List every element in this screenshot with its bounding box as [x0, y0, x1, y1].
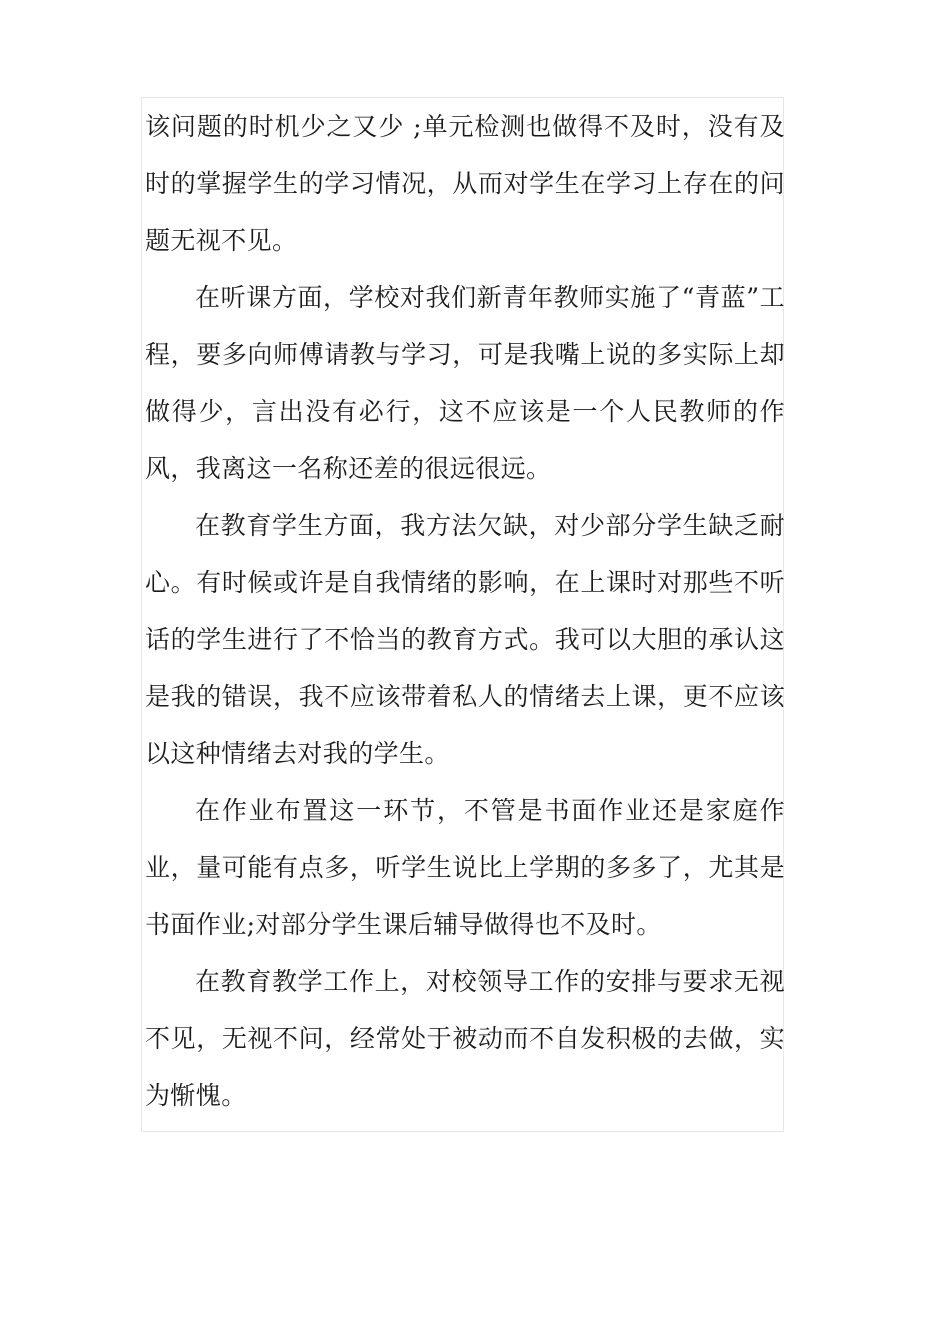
paragraph-4: 在作业布置这一环节，不管是书面作业还是家庭作业，量可能有点多，听学生说比上学期的多多了，尤其是书面作业;对部分学生课后辅导做得也不及时。 — [145, 796, 785, 939]
paragraph-5: 在教育教学工作上，对校领导工作的安排与要求无视不见，无视不问，经常处于被动而不自发积极的去做，实为惭愧。 — [145, 967, 785, 1110]
document-body — [145, 98, 785, 1124]
paragraph-2: 在听课方面，学校对我们新青年教师实施了“青蓝”工程，要多向师傅请教与学习，可是我嘴上说的多实际上却做得少，言出没有必行，这不应该是一个人民教师的作风，我离这一名称还差的很远很远。 — [145, 283, 785, 483]
paragraph-1: 该问题的时机少之又少 ;单元检测也做得不及时，没有及时的掌握学生的学习情况，从而对学生在学习上存在的问题无视不见。 — [145, 112, 785, 255]
paragraph-3: 在教育学生方面，我方法欠缺，对少部分学生缺乏耐心。有时候或许是自我情绪的影响，在上课时对那些不听话的学生进行了不恰当的教育方式。我可以大胆的承认这是我的错误，我不应该带着私人的情绪去上课，更不应该以这种情绪去对我的学生。 — [145, 511, 785, 768]
